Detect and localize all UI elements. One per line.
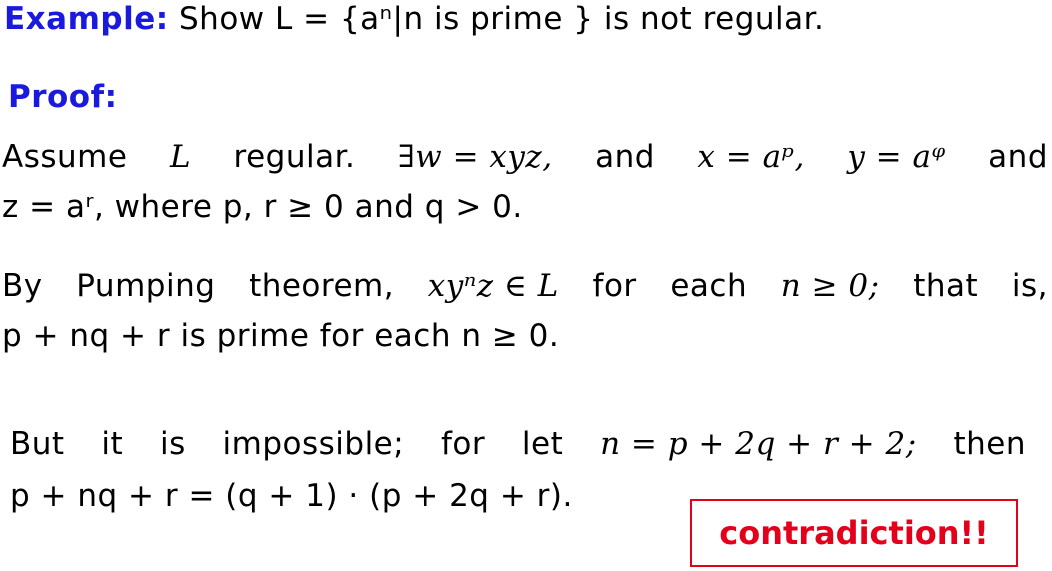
example-label: Example: — [4, 1, 169, 37]
para1-math: y = aᵠ — [847, 139, 946, 175]
para3-word: is — [159, 426, 186, 462]
para2-word: that — [913, 268, 979, 304]
para1-line1 — [2, 138, 1048, 176]
example-statement: Show L = {aⁿ|n is prime } is not regular. — [179, 1, 825, 37]
para1-word: and — [595, 139, 655, 175]
para1-word: Assume — [2, 139, 128, 175]
para2-math: n ≥ 0; — [780, 268, 880, 304]
para1-line2: z = aʳ, where p, r ≥ 0 and q > 0. — [2, 189, 523, 225]
para3-word: let — [521, 426, 564, 462]
para1-word: regular. — [233, 139, 356, 175]
para2-line1 — [2, 267, 1048, 305]
para3-word: But — [10, 426, 65, 462]
contradiction-box — [690, 499, 1018, 567]
para3-line1 — [10, 425, 1026, 463]
contradiction-label: contradiction!! — [719, 514, 989, 552]
para3-math: n = p + 2q + r + 2; — [600, 426, 917, 462]
para2-word: for — [592, 268, 637, 304]
para3-word: impossible; — [222, 426, 405, 462]
para2-word: each — [670, 268, 748, 304]
para1-math: x = aᵖ, — [697, 139, 805, 175]
para3-word: for — [441, 426, 486, 462]
para2-word: is, — [1011, 268, 1048, 304]
para1-word: and — [988, 139, 1048, 175]
para1-math: L — [169, 139, 192, 175]
para3-word: then — [953, 426, 1026, 462]
para3-line2: p + nq + r = (q + 1) · (p + 2q + r). — [10, 478, 573, 514]
proof-label: Proof: — [8, 79, 118, 115]
para2-word: By — [2, 268, 43, 304]
para2-math: xyⁿz ∈ L — [427, 268, 559, 304]
example-heading — [4, 0, 824, 38]
para2-line2: p + nq + r is prime for each n ≥ 0. — [2, 318, 560, 354]
para2-word: theorem, — [249, 268, 395, 304]
para2-word: Pumping — [76, 268, 216, 304]
para1-math: ∃w = xyz, — [397, 139, 553, 175]
para3-word: it — [101, 426, 124, 462]
